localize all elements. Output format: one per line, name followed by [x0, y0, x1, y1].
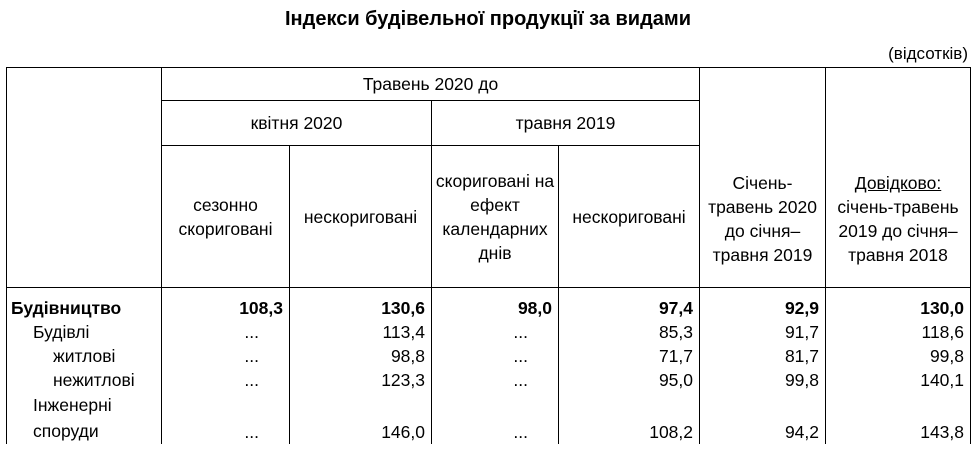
cell-value: 108,3 [162, 288, 290, 321]
cell-value: ... [162, 344, 290, 368]
header-group-may: травня 2019 [432, 101, 700, 146]
table-row [7, 344, 971, 368]
cell-value: 71,7 [559, 344, 700, 368]
header-seasonally-adjusted: сезонно скориговані [162, 146, 290, 288]
cell-value: 146,0 [290, 392, 432, 444]
cell-value: 118,6 [826, 320, 971, 344]
cell-value: 99,8 [826, 344, 971, 368]
header-group-april: квітня 2020 [162, 101, 432, 146]
cell-value: 130,0 [826, 288, 971, 321]
table-row [7, 320, 971, 344]
header-unadjusted-2: нескориговані [559, 146, 700, 288]
cell-value: 92,9 [700, 288, 826, 321]
header-unadjusted-1: нескориговані [290, 146, 432, 288]
row-name: Будівництво [7, 288, 162, 321]
cell-value: 85,3 [559, 320, 700, 344]
construction-index-table [6, 67, 971, 444]
cell-value: 130,6 [290, 288, 432, 321]
row-name: Будівлі [7, 320, 162, 344]
row-name: житлові [7, 344, 162, 368]
row-label-header [7, 68, 162, 288]
cell-value: ... [162, 320, 290, 344]
reference-text: січень-травень 2019 до січня–травня 2018 [837, 197, 959, 265]
cell-value: 98,8 [290, 344, 432, 368]
cell-value: 123,3 [290, 368, 432, 392]
header-group-main: Травень 2020 до [162, 68, 700, 101]
header-ytd: Січень-травень 2020 до січня–травня 2019 [700, 68, 826, 288]
table-row [7, 288, 971, 321]
table-row [7, 368, 971, 392]
table-title: Індекси будівельної продукції за видами [285, 8, 691, 30]
cell-value: 97,4 [559, 288, 700, 321]
header-reference [826, 68, 971, 288]
cell-value: 98,0 [432, 288, 559, 321]
unit-label: (відсотків) [888, 44, 968, 63]
cell-value: ... [432, 392, 559, 444]
reference-title: Довідково: [854, 173, 942, 193]
cell-value: ... [432, 368, 559, 392]
cell-value: ... [162, 392, 290, 444]
cell-value: ... [432, 344, 559, 368]
cell-value: 108,2 [559, 392, 700, 444]
cell-value: 140,1 [826, 368, 971, 392]
table-row [7, 392, 971, 444]
cell-value: ... [432, 320, 559, 344]
row-name: нежитлові [7, 368, 162, 392]
cell-value: ... [162, 368, 290, 392]
cell-value: 95,0 [559, 368, 700, 392]
cell-value: 113,4 [290, 320, 432, 344]
cell-value: 99,8 [700, 368, 826, 392]
cell-value: 81,7 [700, 344, 826, 368]
header-calendar-adjusted: скориговані на ефект календарних днів [432, 146, 559, 288]
row-name: Інженерні споруди [7, 392, 162, 444]
cell-value: 143,8 [826, 392, 971, 444]
cell-value: 94,2 [700, 392, 826, 444]
cell-value: 91,7 [700, 320, 826, 344]
